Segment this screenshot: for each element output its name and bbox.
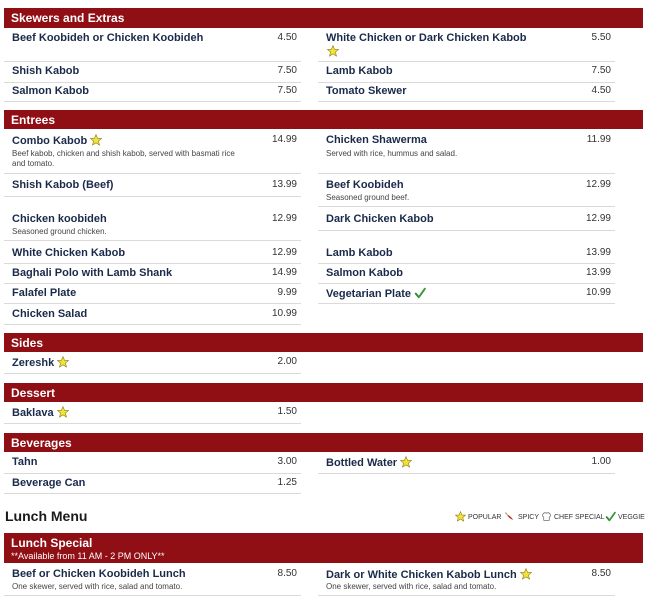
menu-item[interactable] (4, 247, 301, 264)
item-price: 7.50 (591, 65, 611, 76)
menu-item[interactable] (318, 85, 615, 102)
item-price: 4.50 (591, 85, 611, 96)
item-description: One skewer, served with rice, salad and tomato. (326, 582, 497, 591)
item-name: Lamb Kabob (326, 247, 393, 259)
legend-spicy: SPICY (505, 511, 539, 522)
item-price: 10.99 (585, 287, 611, 298)
item-name: Dark or White Chicken Kabob Lunch (326, 568, 532, 581)
legend-veggie: VEGGIE (605, 511, 645, 522)
item-name: Vegetarian Plate (326, 287, 426, 300)
item-name: Baghali Polo with Lamb Shank (12, 267, 173, 279)
menu-item[interactable] (4, 568, 301, 596)
item-description: Seasoned ground beef. (326, 193, 410, 202)
menu-item[interactable] (4, 477, 301, 494)
item-name: Salmon Kabob (12, 85, 90, 97)
item-name: Bottled Water (326, 456, 412, 469)
lunch-menu-heading: Lunch Menu (5, 508, 88, 524)
item-description: One skewer, served with rice, salad and tomato. (12, 582, 183, 591)
star-icon (400, 456, 412, 468)
menu-item[interactable] (318, 287, 615, 304)
menu-item[interactable] (4, 287, 301, 304)
section-subtitle: **Available from 11 AM - 2 PM ONLY** (11, 551, 165, 561)
item-price: 12.99 (271, 213, 297, 224)
menu-item[interactable] (4, 356, 301, 374)
menu-item[interactable] (4, 179, 301, 197)
item-name: White Chicken Kabob (12, 247, 126, 259)
section-title: Entrees (11, 113, 56, 127)
menu-item[interactable] (4, 32, 301, 62)
menu-item[interactable] (318, 267, 615, 284)
item-name: Salmon Kabob (326, 267, 404, 279)
star-icon (57, 356, 69, 368)
item-price: 1.25 (277, 477, 297, 488)
menu-item[interactable] (318, 134, 615, 174)
menu-item[interactable] (4, 267, 301, 284)
item-name: Beef or Chicken Koobideh Lunch (12, 568, 186, 580)
item-name: Chicken koobideh (12, 213, 107, 225)
menu-item[interactable] (318, 65, 615, 83)
menu-item[interactable] (318, 456, 615, 474)
section-title: Lunch Special (11, 536, 93, 550)
star-icon (90, 134, 102, 146)
legend-chef-special: CHEF SPECIAL (541, 511, 605, 522)
menu-item[interactable] (4, 85, 301, 102)
item-name: Chicken Shawerma (326, 134, 427, 146)
item-price: 10.99 (271, 308, 297, 319)
item-name: Zereshk (12, 356, 69, 369)
menu-item[interactable] (4, 213, 301, 241)
item-name: Lamb Kabob (326, 65, 393, 77)
item-price: 3.00 (277, 456, 297, 467)
star-icon (520, 568, 532, 580)
menu-item[interactable] (318, 213, 615, 231)
item-name: Beef Koobideh or Chicken Koobideh (12, 32, 204, 44)
item-price: 14.99 (271, 267, 297, 278)
legend-popular: POPULAR (455, 511, 501, 522)
star-icon (327, 45, 339, 57)
item-name: Falafel Plate (12, 287, 77, 299)
item-price: 13.99 (585, 267, 611, 278)
section-header-skewers (4, 8, 643, 28)
item-price: 13.99 (271, 179, 297, 190)
section-header-sides (4, 333, 643, 352)
item-price: 4.50 (277, 32, 297, 43)
item-price: 1.00 (591, 456, 611, 467)
leaf-icon (414, 287, 426, 299)
section-header-beverages (4, 433, 643, 452)
menu-item[interactable] (318, 32, 615, 62)
item-price: 12.99 (585, 213, 611, 224)
item-price: 13.99 (585, 247, 611, 258)
section-title: Beverages (11, 436, 72, 450)
item-name: Tomato Skewer (326, 85, 407, 97)
item-price: 1.50 (277, 406, 297, 417)
item-price: 12.99 (585, 179, 611, 190)
menu-item[interactable] (4, 406, 301, 424)
menu-item[interactable] (318, 247, 615, 264)
section-title: Dessert (11, 386, 56, 400)
menu-item[interactable] (318, 568, 615, 596)
item-price: 11.99 (586, 134, 611, 145)
item-price: 7.50 (277, 85, 297, 96)
item-name: Chicken Salad (12, 308, 88, 320)
item-name: Tahn (12, 456, 38, 468)
item-description: Seasoned ground chicken. (12, 227, 107, 236)
item-name: Shish Kabob (12, 65, 80, 77)
item-description: Served with rice, hummus and salad. (326, 149, 458, 158)
item-description: Beef kabob, chicken and shish kabob, served with basmati rice and tomato. (12, 149, 235, 168)
item-price: 8.50 (591, 568, 611, 579)
section-header-dessert (4, 383, 643, 402)
item-name: Beef Koobideh (326, 179, 404, 191)
section-header-entrees (4, 110, 643, 129)
item-name: Combo Kabob (12, 134, 102, 147)
menu-item[interactable] (4, 134, 301, 174)
item-name: Dark Chicken Kabob (326, 213, 434, 225)
item-price: 9.99 (277, 287, 297, 298)
item-price: 14.99 (271, 134, 297, 145)
menu-item[interactable] (318, 179, 615, 207)
item-name: Beverage Can (12, 477, 86, 489)
item-price: 7.50 (277, 65, 297, 76)
menu-item[interactable] (4, 456, 301, 474)
star-icon (455, 511, 466, 522)
chef-hat-icon (541, 511, 552, 522)
chili-icon (505, 511, 516, 522)
section-title: Sides (11, 336, 44, 350)
section-title: Skewers and Extras (11, 11, 125, 25)
item-price: 12.99 (271, 247, 297, 258)
item-name: Baklava (12, 406, 69, 419)
leaf-icon (605, 511, 616, 522)
item-name: Shish Kabob (Beef) (12, 179, 114, 191)
item-price: 2.00 (277, 356, 297, 367)
menu-item[interactable] (4, 65, 301, 83)
section-header-lunch-special (4, 533, 643, 563)
item-price: 8.50 (277, 568, 297, 579)
item-name: White Chicken or Dark Chicken Kabob (326, 32, 527, 44)
star-icon (57, 406, 69, 418)
item-price: 5.50 (591, 32, 611, 43)
menu-item[interactable] (4, 308, 301, 325)
